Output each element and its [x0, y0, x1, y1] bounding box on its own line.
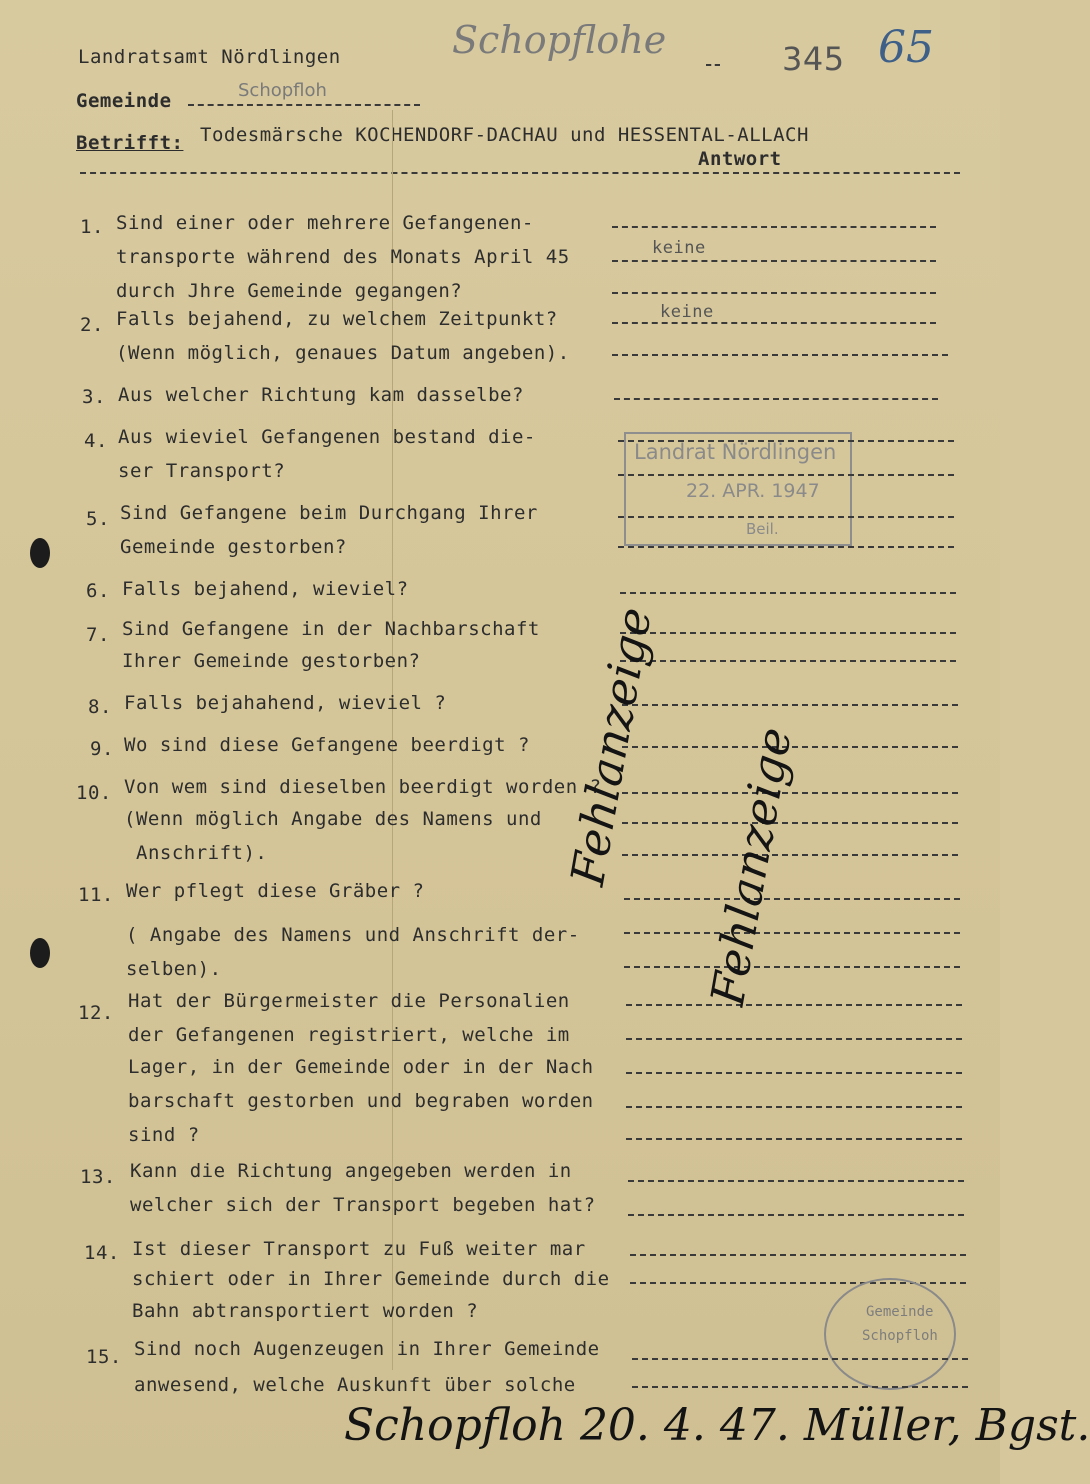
- question-9-line-1: Wo sind diese Gefangene beerdigt ?: [124, 734, 530, 756]
- answer-line: [618, 440, 954, 442]
- question-12-number: 12.: [78, 1002, 114, 1024]
- answer-line: [630, 1254, 966, 1256]
- stamp-office-name: Landrat Nördlingen: [634, 440, 837, 464]
- number-dash: [706, 64, 720, 66]
- answer-line: [626, 1004, 962, 1006]
- question-8-number: 8.: [88, 696, 112, 718]
- answer-line: [620, 660, 956, 662]
- answer-line: [628, 1214, 964, 1216]
- question-7-number: 7.: [86, 624, 110, 646]
- question-14-line-3: Bahn abtransportiert worden ?: [132, 1300, 479, 1322]
- answer-line: [622, 704, 958, 706]
- handwritten-fehlanzeige-2: Fehlanzeige: [700, 723, 802, 1010]
- question-3-number: 3.: [82, 386, 106, 408]
- answer-line: [624, 898, 960, 900]
- answer-line: [626, 1106, 962, 1108]
- answer-line: [632, 1358, 968, 1360]
- handwritten-place: Schopflohe: [452, 18, 667, 62]
- gemeinde-underline: [188, 104, 420, 106]
- answer-line: [624, 966, 960, 968]
- stamp-beil: Beil.: [746, 520, 779, 538]
- gemeinde-seal-stamp: [824, 1278, 956, 1390]
- answer-line: [618, 474, 954, 476]
- question-10-line-2: (Wenn möglich Angabe des Namens und: [124, 808, 542, 830]
- question-1-line-2: transporte während des Monats April 45: [116, 246, 570, 268]
- handwritten-signature: Schopfloh 20. 4. 47. Müller, Bgst.: [344, 1400, 1090, 1451]
- question-2-line-2: (Wenn möglich, genaues Datum angeben).: [116, 342, 570, 364]
- seal-place-name: Schopfloh: [862, 1328, 938, 1344]
- punch-hole-lower: [30, 938, 50, 968]
- answer-line: [612, 292, 936, 294]
- answer-line: [620, 592, 956, 594]
- question-14-line-2: schiert oder in Ihrer Gemeinde durch die: [132, 1268, 610, 1290]
- answer-line: [618, 516, 954, 518]
- question-11-line-1: Wer pflegt diese Gräber ?: [126, 880, 425, 902]
- answer-line: [622, 822, 958, 824]
- question-5-line-1: Sind Gefangene beim Durchgang Ihrer: [120, 502, 538, 524]
- answer-line: [626, 1072, 962, 1074]
- question-11-line-3: selben).: [126, 958, 222, 980]
- question-7-line-2: Ihrer Gemeinde gestorben?: [122, 650, 421, 672]
- question-4-number: 4.: [84, 430, 108, 452]
- question-14-number: 14.: [84, 1242, 120, 1264]
- question-4-line-1: Aus wieviel Gefangenen bestand die-: [118, 426, 536, 448]
- answer-line: [624, 932, 960, 934]
- answer-line: [622, 854, 958, 856]
- answer-line: [612, 322, 936, 324]
- question-6-line-1: Falls bejahend, wieviel?: [122, 578, 409, 600]
- question-11-line-2: ( Angabe des Namens und Anschrift der-: [126, 924, 580, 946]
- question-1-line-1: Sind einer oder mehrere Gefangenen-: [116, 212, 534, 234]
- answer-line: [632, 1386, 968, 1388]
- question-15-line-1: Sind noch Augenzeugen in Ihrer Gemeinde: [134, 1338, 600, 1360]
- question-10-line-1: Von wem sind dieselben beerdigt worden ?: [124, 776, 602, 798]
- answer-2: keine: [660, 302, 714, 322]
- stamp-date: 22. APR. 1947: [686, 480, 820, 502]
- answer-line: [612, 354, 948, 356]
- header-rule: [80, 172, 960, 174]
- question-7-line-1: Sind Gefangene in der Nachbarschaft: [122, 618, 540, 640]
- handwritten-fehlanzeige-1: Fehlanzeige: [560, 603, 662, 890]
- answer-line: [628, 1180, 964, 1182]
- question-12-line-1: Hat der Bürgermeister die Personalien: [128, 990, 570, 1012]
- question-1-line-3: durch Jhre Gemeinde gegangen?: [116, 280, 463, 302]
- answer-line: [612, 226, 936, 228]
- question-14-line-1: Ist dieser Transport zu Fuß weiter mar: [132, 1238, 586, 1260]
- question-4-line-2: ser Transport?: [118, 460, 286, 482]
- office-receipt-stamp: [624, 432, 852, 546]
- question-1-number: 1.: [80, 216, 104, 238]
- question-13-line-2: welcher sich der Transport begeben hat?: [130, 1194, 596, 1216]
- question-13-line-1: Kann die Richtung angegeben werden in: [130, 1160, 572, 1182]
- question-12-line-2: der Gefangenen registriert, welche im: [128, 1024, 570, 1046]
- document-number: 345: [782, 40, 845, 78]
- answer-line: [612, 260, 936, 262]
- gemeinde-label: Gemeinde: [76, 90, 172, 112]
- seal-gemeinde-word: Gemeinde: [866, 1304, 934, 1320]
- question-8-line-1: Falls bejahahend, wieviel ?: [124, 692, 447, 714]
- question-3-line-1: Aus welcher Richtung kam dasselbe?: [118, 384, 524, 406]
- answer-line: [620, 632, 956, 634]
- blue-folio-number: 65: [878, 22, 934, 73]
- answer-line: [618, 546, 954, 548]
- antwort-heading: Antwort: [698, 148, 782, 170]
- question-11-number: 11.: [78, 884, 114, 906]
- answer-line: [626, 1138, 962, 1140]
- question-9-number: 9.: [90, 738, 114, 760]
- office-heading: Landratsamt Nördlingen: [78, 46, 341, 68]
- question-15-number: 15.: [86, 1346, 122, 1368]
- answer-line: [626, 1038, 962, 1040]
- question-10-number: 10.: [76, 782, 112, 804]
- question-5-line-2: Gemeinde gestorben?: [120, 536, 347, 558]
- question-2-line-1: Falls bejahend, zu welchem Zeitpunkt?: [116, 308, 558, 330]
- betrifft-subject: Todesmärsche KOCHENDORF-DACHAU und HESSENTAL-ALLACH: [200, 124, 809, 146]
- question-13-number: 13.: [80, 1166, 116, 1188]
- question-6-number: 6.: [86, 580, 110, 602]
- gemeinde-value: Schopfloh: [238, 80, 327, 101]
- question-15-line-2: anwesend, welche Auskunft über solche: [134, 1374, 576, 1396]
- betrifft-label: Betrifft:: [76, 132, 184, 154]
- question-12-line-4: barschaft gestorben und begraben worden: [128, 1090, 594, 1112]
- question-12-line-5: sind ?: [128, 1124, 200, 1146]
- answer-line: [614, 398, 938, 400]
- question-5-number: 5.: [86, 508, 110, 530]
- question-12-line-3: Lager, in der Gemeinde oder in der Nach: [128, 1056, 594, 1078]
- question-10-line-3: Anschrift).: [136, 842, 268, 864]
- answer-1: keine: [652, 238, 706, 258]
- question-2-number: 2.: [80, 314, 104, 336]
- punch-hole-upper: [30, 538, 50, 568]
